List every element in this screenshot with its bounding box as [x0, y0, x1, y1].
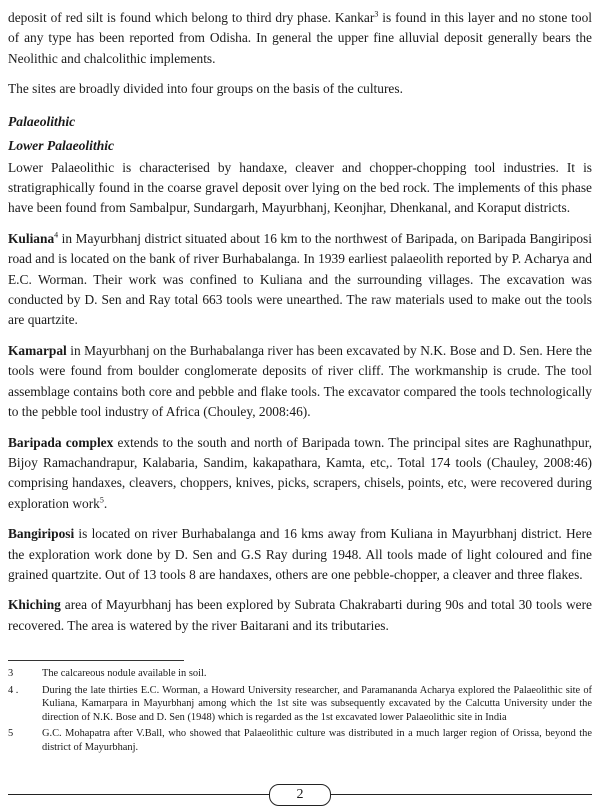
- page-number: 2: [269, 784, 331, 806]
- site-name: Baripada complex: [8, 434, 114, 450]
- footnote-5: [8, 727, 592, 754]
- footnote-text: The calcareous nodule available in soil.: [42, 668, 207, 679]
- site-paragraph-kamarpal: Kamarpal in Mayurbhanj on the Burhabalanga river has been excavated by N.K. Bose and D. Sen. Here the tools were found from boulder conglomerate deposits of river cliff. The workmanship is crude. The tool assemblage contains both core and pebble and flake tools. The excavator compared the tools technologically to the pebble tool industry of Africa (Chouley, 2008:46).: [8, 342, 592, 420]
- footnote-number: 5: [8, 728, 14, 740]
- footnote-ref-3[interactable]: 3: [374, 9, 379, 19]
- site-paragraph-baripada: Baripada complex extends to the south and north of Baripada town. The principal sites are Raghunathpur, Bijoy Ramachandrapur, Kalabaria, Sandim, kakapathara, Kamta, etc,. Total 174 tools (Chauley, 2008:46) comprising handaxes, cleavers, choppers, knives, picks, scrapers, chisels, points, etc, were recovered during exploration work$^5$.: [8, 434, 592, 511]
- footnote-ref-4[interactable]: 4: [54, 230, 59, 240]
- footnote-text: During the late thirties E.C. Worman, a Howard University researcher, and Paramananda Acharya explored the Palaeolithic site of Kuliana, Kamarpara in Mayurbhanj among which the 1st site was subsequently excavated by the Calcutta University under the direction of N.K. Bose and D. Sen (1948) which is regarded as the 1st excavated lower Palaeolithic site in India: [42, 684, 592, 723]
- footnote-number: 3: [8, 668, 14, 679]
- footnotes: [8, 667, 592, 758]
- subsection-heading: Lower Palaeolithic: [8, 137, 115, 153]
- footnote-text: G.C. Mohapatra after V.Ball, who showed that Palaeolithic culture was distributed in a much larger region of Orissa, beyond the district of Mayurbhanj.: [42, 728, 592, 753]
- footnote-4: [8, 684, 592, 725]
- intro-paragraph-1: deposit of red silt is found which belong to third dry phase. Kankar$^3$ is found in this layer and no stone tool of any type has been reported from Odisha. In general the upper fine alluvial deposit generally bears the Neolithic and chalcolithic implements.: [8, 9, 592, 66]
- site-paragraph-bangiriposi: Bangiriposi is located on river Burhabalanga and 16 kms away from Kuliana in Mayurbhanj district. Here the exploration work done by D. Sen and G.S Ray during 1948. All tools made of light coloured and fine grained quartzite. Out of 13 tools 8 are handaxes, others are one pebble-chopper, a cleaver and three flakes.: [8, 526, 592, 582]
- site-name: Kuliana: [8, 230, 55, 246]
- site-name: Bangiriposi: [8, 526, 75, 542]
- intro-paragraph-2: The sites are broadly divided into four groups on the basis of the cultures.: [8, 81, 403, 97]
- footnote-number: 4 .: [8, 684, 19, 696]
- section-heading: Palaeolithic: [8, 113, 76, 129]
- footnote-ref-5[interactable]: 5: [99, 495, 104, 505]
- page-footer: [8, 784, 592, 806]
- site-paragraph-kuliana: Kuliana$^4$ in Mayurbhanj district situated about 16 km to the northwest of Baripada, on Baripada Bangiriposi road and is located on the bank of river Burhabalanga. In 1939 earliest palaeolith reported by P. Acharya and E.C. Worman. Their work was confined to Kuliana and the surrounding villages. The excavation was conducted by D. Sen and Ray total 663 tools were unearthed. The raw materials used to make out the tools are quartzite.: [8, 230, 592, 328]
- site-name: Khiching: [8, 597, 61, 613]
- site-name: Kamarpal: [8, 342, 67, 358]
- overview-paragraph: Lower Palaeolithic is characterised by handaxe, cleaver and chopper-chopping tool industries. It is stratigraphically found in the coarse gravel deposit over lying on the bed rock. The implements of this phase have been found from Sambalpur, Sundargarh, Mayurbhanj, Keonjhar, Dhenkanal, and Koraput districts.: [8, 159, 592, 216]
- site-paragraph-khiching: Khiching area of Mayurbhanj has been explored by Subrata Chakrabarti during 90s and total 30 tools were recovered. The area is watered by the river Baitarani and its tributaries.: [8, 597, 592, 633]
- footnote-divider: [8, 660, 184, 661]
- footnote-3: [8, 667, 592, 681]
